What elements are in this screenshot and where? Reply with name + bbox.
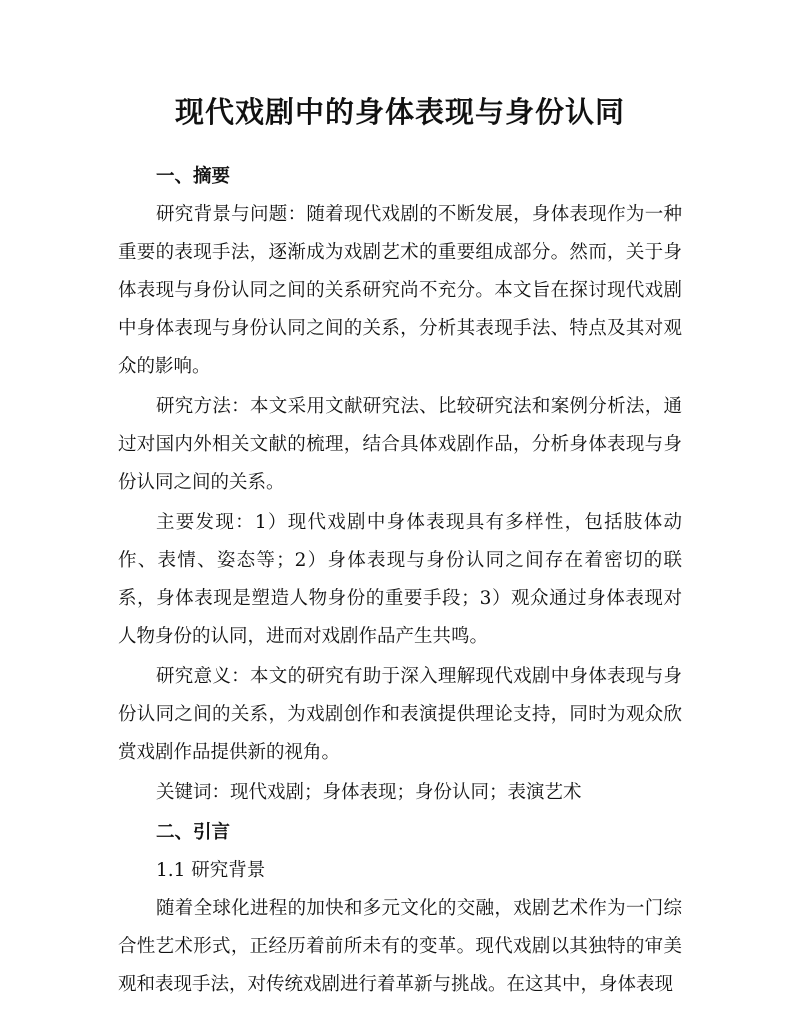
abstract-significance-paragraph: 研究意义：本文的研究有助于深入理解现代戏剧中身体表现与身份认同之间的关系，为戏剧创作和表演提供理论支持，同时为观众欣赏戏剧作品提供新的视角。	[118, 666, 682, 763]
document-title: 现代戏剧中的身体表现与身份认同	[174, 95, 625, 129]
abstract-background-paragraph: 研究背景与问题：随着现代戏剧的不断发展，身体表现作为一种重要的表现手法，逐渐成为戏剧艺术的重要组成部分。然而，关于身体表现与身份认同之间的关系研究尚不充分。本文旨在探讨现代戏剧中身体表现与身份认同之间的关系，分析其表现手法、特点及其对观众的影响。	[118, 204, 682, 377]
subsection-heading-research-background: 1.1 研究背景	[156, 860, 266, 881]
section-heading-introduction: 二、引言	[156, 822, 231, 843]
section-heading-abstract: 一、摘要	[156, 166, 231, 187]
keywords-line: 关键词：现代戏剧；身体表现；身份认同；表演艺术	[156, 782, 582, 803]
abstract-findings-paragraph: 主要发现：1）现代戏剧中身体表现具有多样性，包括肢体动作、表情、姿态等；2）身体表现与身份认同之间存在着密切的联系，身体表现是塑造人物身份的重要手段；3）观众通过身体表现对人物身份的认同，进而对戏剧作品产生共鸣。	[118, 512, 682, 647]
abstract-method-paragraph: 研究方法：本文采用文献研究法、比较研究法和案例分析法，通过对国内外相关文献的梳理，结合具体戏剧作品，分析身体表现与身份认同之间的关系。	[118, 396, 682, 493]
introduction-paragraph: 随着全球化进程的加快和多元文化的交融，戏剧艺术作为一门综合性艺术形式，正经历着前所未有的变革。现代戏剧以其独特的审美观和表现手法，对传统戏剧进行着革新与挑战。在这其中，身体表现	[118, 898, 682, 995]
